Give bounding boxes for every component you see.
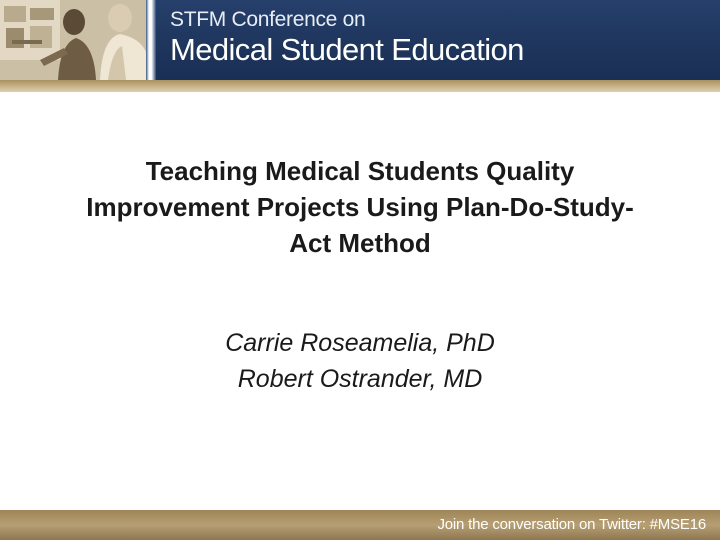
footer-bar <box>0 510 720 540</box>
title-line: Act Method <box>289 228 431 258</box>
conference-banner <box>0 0 720 80</box>
author-name: Robert Ostrander, MD <box>237 365 483 393</box>
author-name: Carrie Roseamelia, PhD <box>225 329 495 357</box>
conference-photo <box>0 0 146 80</box>
banner-stripe <box>0 80 720 92</box>
banner-divider <box>146 0 156 80</box>
title-line: Teaching Medical Students Quality <box>145 156 575 186</box>
title-line: Improvement Projects Using Plan-Do-Study- <box>86 192 634 222</box>
conference-name: Medical Student Education <box>170 32 524 67</box>
poster-session-image <box>0 0 146 80</box>
author-list <box>20 325 700 397</box>
conference-subtitle: STFM Conference on <box>170 8 366 31</box>
twitter-hashtag-text: Join the conversation on Twitter: #MSE16 <box>437 516 706 533</box>
slide-title <box>20 153 700 261</box>
